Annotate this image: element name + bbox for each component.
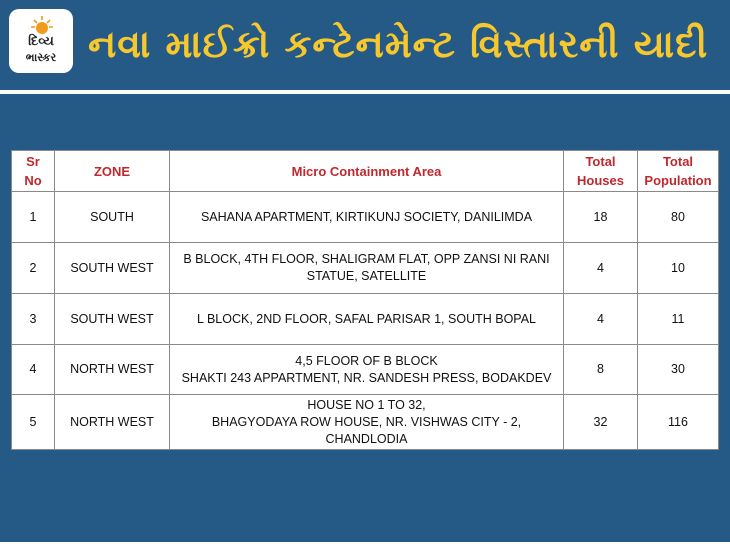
header-total-houses: Total Houses	[564, 151, 638, 192]
cell-population: 11	[638, 294, 719, 345]
table-header-row	[12, 151, 719, 192]
cell-zone: NORTH WEST	[55, 345, 170, 395]
table-row	[12, 395, 719, 450]
cell-area: B BLOCK, 4TH FLOOR, SHALIGRAM FLAT, OPP ZANSI NI RANI STATUE, SATELLITE	[170, 243, 564, 294]
cell-population: 30	[638, 345, 719, 395]
header	[0, 0, 730, 90]
cell-sr: 4	[12, 345, 55, 395]
cell-zone: SOUTH	[55, 192, 170, 243]
cell-houses: 4	[564, 243, 638, 294]
divya-bhaskar-logo	[9, 9, 73, 73]
header-total-population: Total Population	[638, 151, 719, 192]
cell-area: SAHANA APARTMENT, KIRTIKUNJ SOCIETY, DANILIMDA	[170, 192, 564, 243]
cell-area: L BLOCK, 2ND FLOOR, SAFAL PARISAR 1, SOUTH BOPAL	[170, 294, 564, 345]
cell-zone: SOUTH WEST	[55, 294, 170, 345]
footer-divider	[0, 542, 730, 548]
cell-zone: NORTH WEST	[55, 395, 170, 450]
cell-population: 10	[638, 243, 719, 294]
page-title: નવા માઈક્રો કન્ટેનમેન્ટ વિસ્તારની યાદી	[88, 22, 709, 66]
cell-area: HOUSE NO 1 TO 32, BHAGYODAYA ROW HOUSE, NR. VISHWAS CITY - 2, CHANDLODIA	[170, 395, 564, 450]
header-sr-no: Sr No	[12, 151, 55, 192]
cell-houses: 18	[564, 192, 638, 243]
logo-text-divya: દિવ્ય	[28, 34, 54, 49]
table-row	[12, 243, 719, 294]
cell-sr: 2	[12, 243, 55, 294]
table-row	[12, 345, 719, 395]
cell-houses: 32	[564, 395, 638, 450]
cell-area: 4,5 FLOOR OF B BLOCK SHAKTI 243 APPARTMENT, NR. SANDESH PRESS, BODAKDEV	[170, 345, 564, 395]
header-area: Micro Containment Area	[170, 151, 564, 192]
table-row	[12, 294, 719, 345]
header-zone: ZONE	[55, 151, 170, 192]
cell-sr: 5	[12, 395, 55, 450]
cell-sr: 3	[12, 294, 55, 345]
cell-sr: 1	[12, 192, 55, 243]
logo-text-bhaskar: ભાસ્કર	[25, 51, 57, 64]
cell-population: 116	[638, 395, 719, 450]
cell-zone: SOUTH WEST	[55, 243, 170, 294]
header-divider	[0, 90, 730, 94]
cell-houses: 8	[564, 345, 638, 395]
cell-houses: 4	[564, 294, 638, 345]
table-row	[12, 192, 719, 243]
containment-table	[11, 150, 719, 450]
cell-population: 80	[638, 192, 719, 243]
